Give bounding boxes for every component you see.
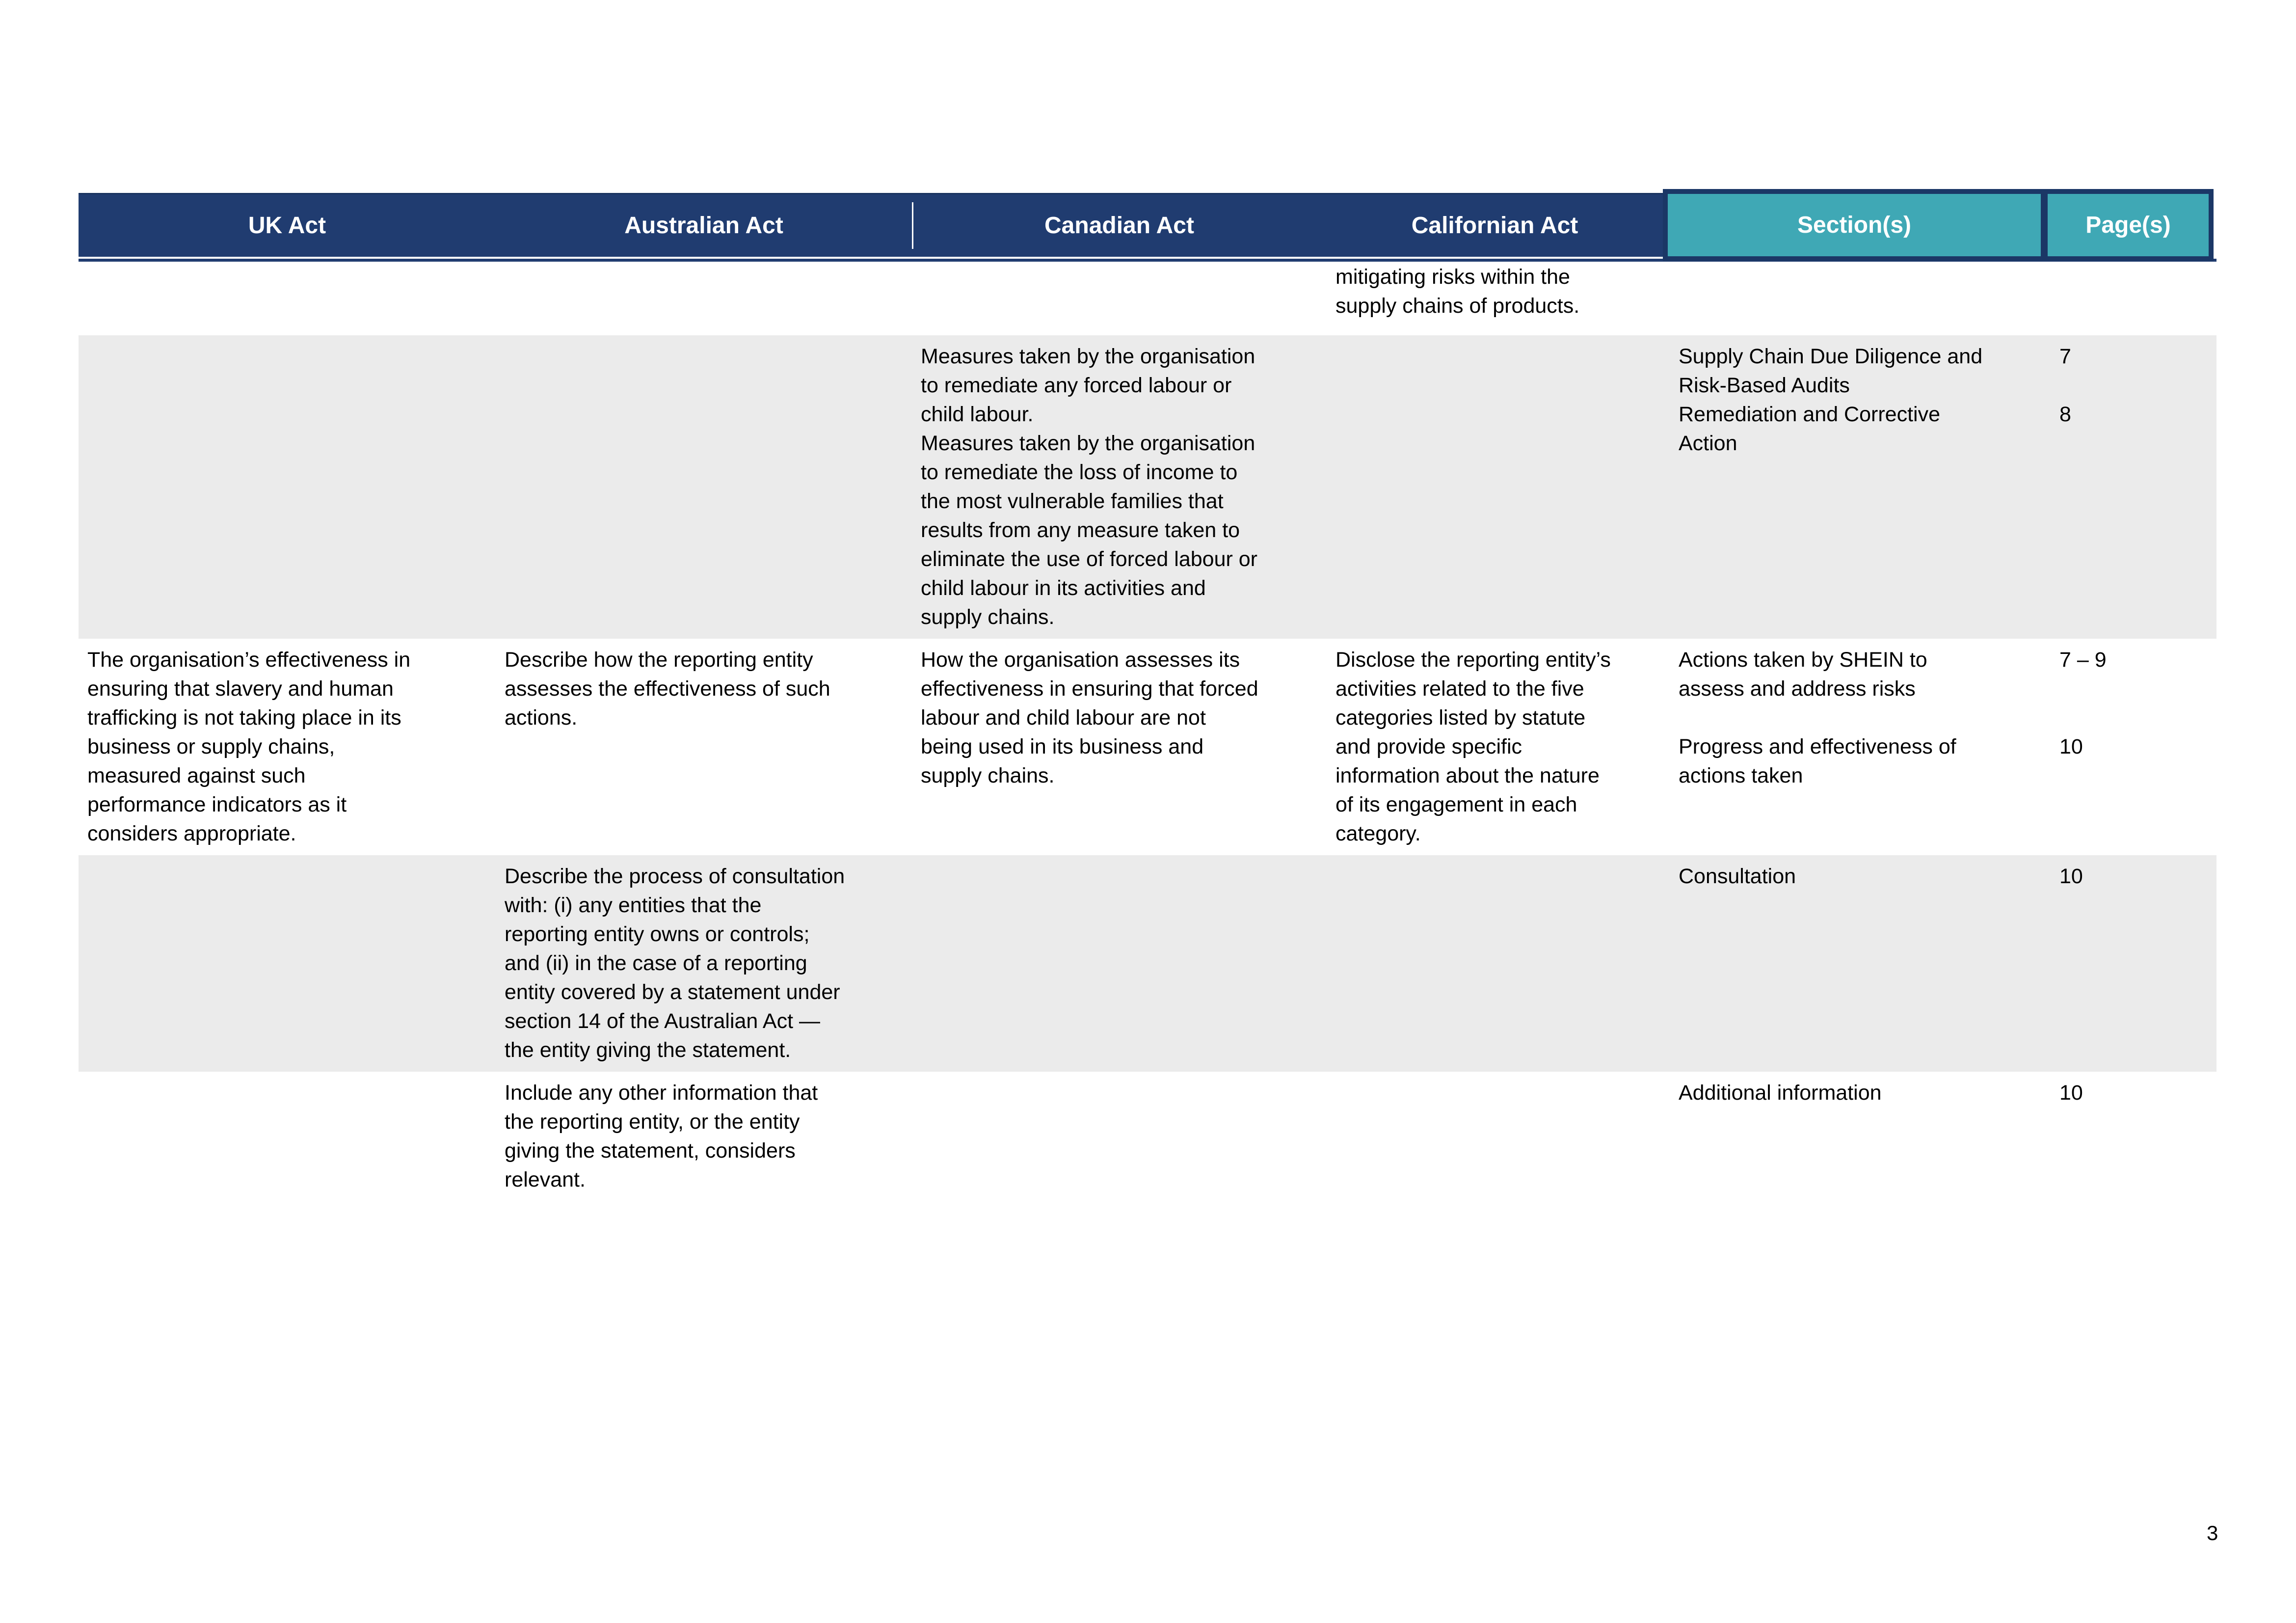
table-body: [79, 262, 2216, 1229]
text-line: Supply Chain Due Diligence and: [1679, 345, 1983, 368]
cell-section-name: [1663, 732, 2046, 790]
text-line: eliminate the use of forced labour or: [921, 547, 1258, 571]
page-number: 3: [2207, 1521, 2218, 1544]
table-row: [79, 335, 2216, 639]
cell-uk-act: [79, 639, 496, 855]
text-line: actions.: [505, 706, 578, 730]
section-page-entries: [1663, 335, 2216, 639]
text-line: the most vulnerable families that: [921, 489, 1224, 513]
table-row: [79, 1072, 2216, 1229]
section-page-entries: [1663, 855, 2216, 1072]
section-page-entries: [1663, 262, 2216, 335]
text-line: supply chains.: [921, 605, 1055, 629]
text-line: child labour in its activities and: [921, 576, 1206, 600]
section-page-entry: [1663, 342, 2216, 400]
text-line: categories listed by statute: [1335, 706, 1586, 730]
cell-californian-act: [1327, 639, 1663, 855]
cell-section-name: [1663, 1079, 2046, 1108]
column-header-sections: Section(s): [1663, 189, 2046, 261]
text-line: Measures taken by the organisation: [921, 345, 1255, 368]
section-page-entries: [1663, 1072, 2216, 1229]
cell-australian-act: [496, 335, 912, 639]
text-line: effectiveness in ensuring that forced: [921, 677, 1258, 701]
text-line: information about the nature: [1335, 764, 1600, 787]
text-line: reporting entity owns or controls;: [505, 922, 810, 946]
text-line: Disclose the reporting entity’s: [1335, 648, 1611, 672]
cell-australian-act: [496, 262, 912, 335]
section-page-entries: [1663, 639, 2216, 855]
text-line: Action: [1679, 432, 1737, 455]
cell-canadian-act: [912, 639, 1327, 855]
cell-californian-act: [1327, 335, 1663, 639]
text-line: with: (i) any entities that the: [505, 893, 762, 917]
text-line: Actions taken by SHEIN to: [1679, 648, 1927, 672]
text-line: Progress and effectiveness of: [1679, 735, 1956, 758]
cell-page-number: 7: [2059, 345, 2071, 368]
cell-californian-act: [1327, 855, 1663, 1072]
cell-australian-act: [496, 639, 912, 855]
cell-page-number: 10: [2059, 1081, 2083, 1105]
comparison-table: [79, 189, 2216, 1229]
cell-australian-act: [496, 855, 912, 1072]
column-header-australian-act: Australian Act: [624, 213, 783, 239]
cell-page-number: 7 – 9: [2059, 648, 2107, 672]
cell-section-name: [1663, 342, 2046, 400]
text-line: Additional information: [1679, 1081, 1882, 1105]
text-line: to remediate any forced labour or: [921, 374, 1232, 397]
cell-section-name: [1663, 400, 2046, 458]
header-column-divider: [912, 202, 913, 249]
cell-canadian-act: [912, 855, 1327, 1072]
cell-canadian-act: [912, 262, 1327, 335]
text-line: giving the statement, considers: [505, 1139, 796, 1163]
text-line: measured against such: [87, 764, 306, 787]
text-line: section 14 of the Australian Act —: [505, 1009, 820, 1033]
column-header-californian-act: Californian Act: [1411, 213, 1578, 239]
text-line: Measures taken by the organisation: [921, 432, 1255, 455]
text-line: supply chains of products.: [1335, 294, 1580, 318]
cell-uk-act: [79, 1072, 496, 1229]
cell-uk-act: [79, 855, 496, 1072]
table-header: [79, 189, 2216, 262]
column-header-pages: Page(s): [2043, 189, 2214, 261]
text-line: child labour.: [921, 403, 1034, 426]
text-line: of its engagement in each: [1335, 793, 1577, 816]
text-line: mitigating risks within the: [1335, 265, 1570, 289]
cell-page-number: 10: [2059, 865, 2083, 888]
table-row: [79, 639, 2216, 855]
text-line: results from any measure taken to: [921, 518, 1240, 542]
text-line: assess and address risks: [1679, 677, 1916, 701]
cell-australian-act: [496, 1072, 912, 1229]
text-line: relevant.: [505, 1168, 586, 1191]
section-page-entry: [1663, 862, 2216, 891]
section-page-entry: [1663, 732, 2216, 790]
column-header-uk-act: UK Act: [248, 213, 326, 239]
column-header-canadian-act: Canadian Act: [1044, 213, 1194, 239]
text-line: supply chains.: [921, 764, 1055, 787]
text-line: performance indicators as it: [87, 793, 347, 816]
text-line: and provide specific: [1335, 735, 1522, 758]
text-line: activities related to the five: [1335, 677, 1584, 701]
text-line: to remediate the loss of income to: [921, 460, 1238, 484]
text-line: the entity giving the statement.: [505, 1038, 791, 1062]
table-row: [79, 262, 2216, 335]
section-page-entry: [1663, 646, 2216, 703]
cell-section-name: [1663, 862, 2046, 891]
section-page-entry: [1663, 400, 2216, 458]
text-line: category.: [1335, 822, 1421, 845]
text-line: entity covered by a statement under: [505, 980, 840, 1004]
text-line: Include any other information that: [505, 1081, 818, 1105]
text-line: Describe the process of consultation: [505, 865, 845, 888]
cell-californian-act: [1327, 262, 1663, 335]
text-line: ensuring that slavery and human: [87, 677, 394, 701]
text-line: and (ii) in the case of a reporting: [505, 951, 807, 975]
cell-canadian-act: [912, 1072, 1327, 1229]
cell-californian-act: [1327, 1072, 1663, 1229]
cell-page-number: 10: [2059, 735, 2083, 758]
table-row: [79, 855, 2216, 1072]
cell-uk-act: [79, 262, 496, 335]
text-line: Describe how the reporting entity: [505, 648, 813, 672]
cell-section-name: [1663, 646, 2046, 703]
text-line: being used in its business and: [921, 735, 1204, 758]
text-line: The organisation’s effectiveness in: [87, 648, 411, 672]
cell-uk-act: [79, 335, 496, 639]
text-line: Remediation and Corrective: [1679, 403, 1940, 426]
text-line: Risk-Based Audits: [1679, 374, 1850, 397]
text-line: labour and child labour are not: [921, 706, 1206, 730]
section-page-entry: [1663, 1079, 2216, 1108]
cell-canadian-act: [912, 335, 1327, 639]
text-line: the reporting entity, or the entity: [505, 1110, 800, 1134]
text-line: considers appropriate.: [87, 822, 296, 845]
text-line: trafficking is not taking place in its: [87, 706, 401, 730]
text-line: How the organisation assesses its: [921, 648, 1240, 672]
text-line: Consultation: [1679, 865, 1796, 888]
text-line: business or supply chains,: [87, 735, 335, 758]
text-line: actions taken: [1679, 764, 1803, 787]
cell-page-number: 8: [2059, 403, 2071, 426]
text-line: assesses the effectiveness of such: [505, 677, 830, 701]
acts-header-band: [79, 193, 1663, 257]
